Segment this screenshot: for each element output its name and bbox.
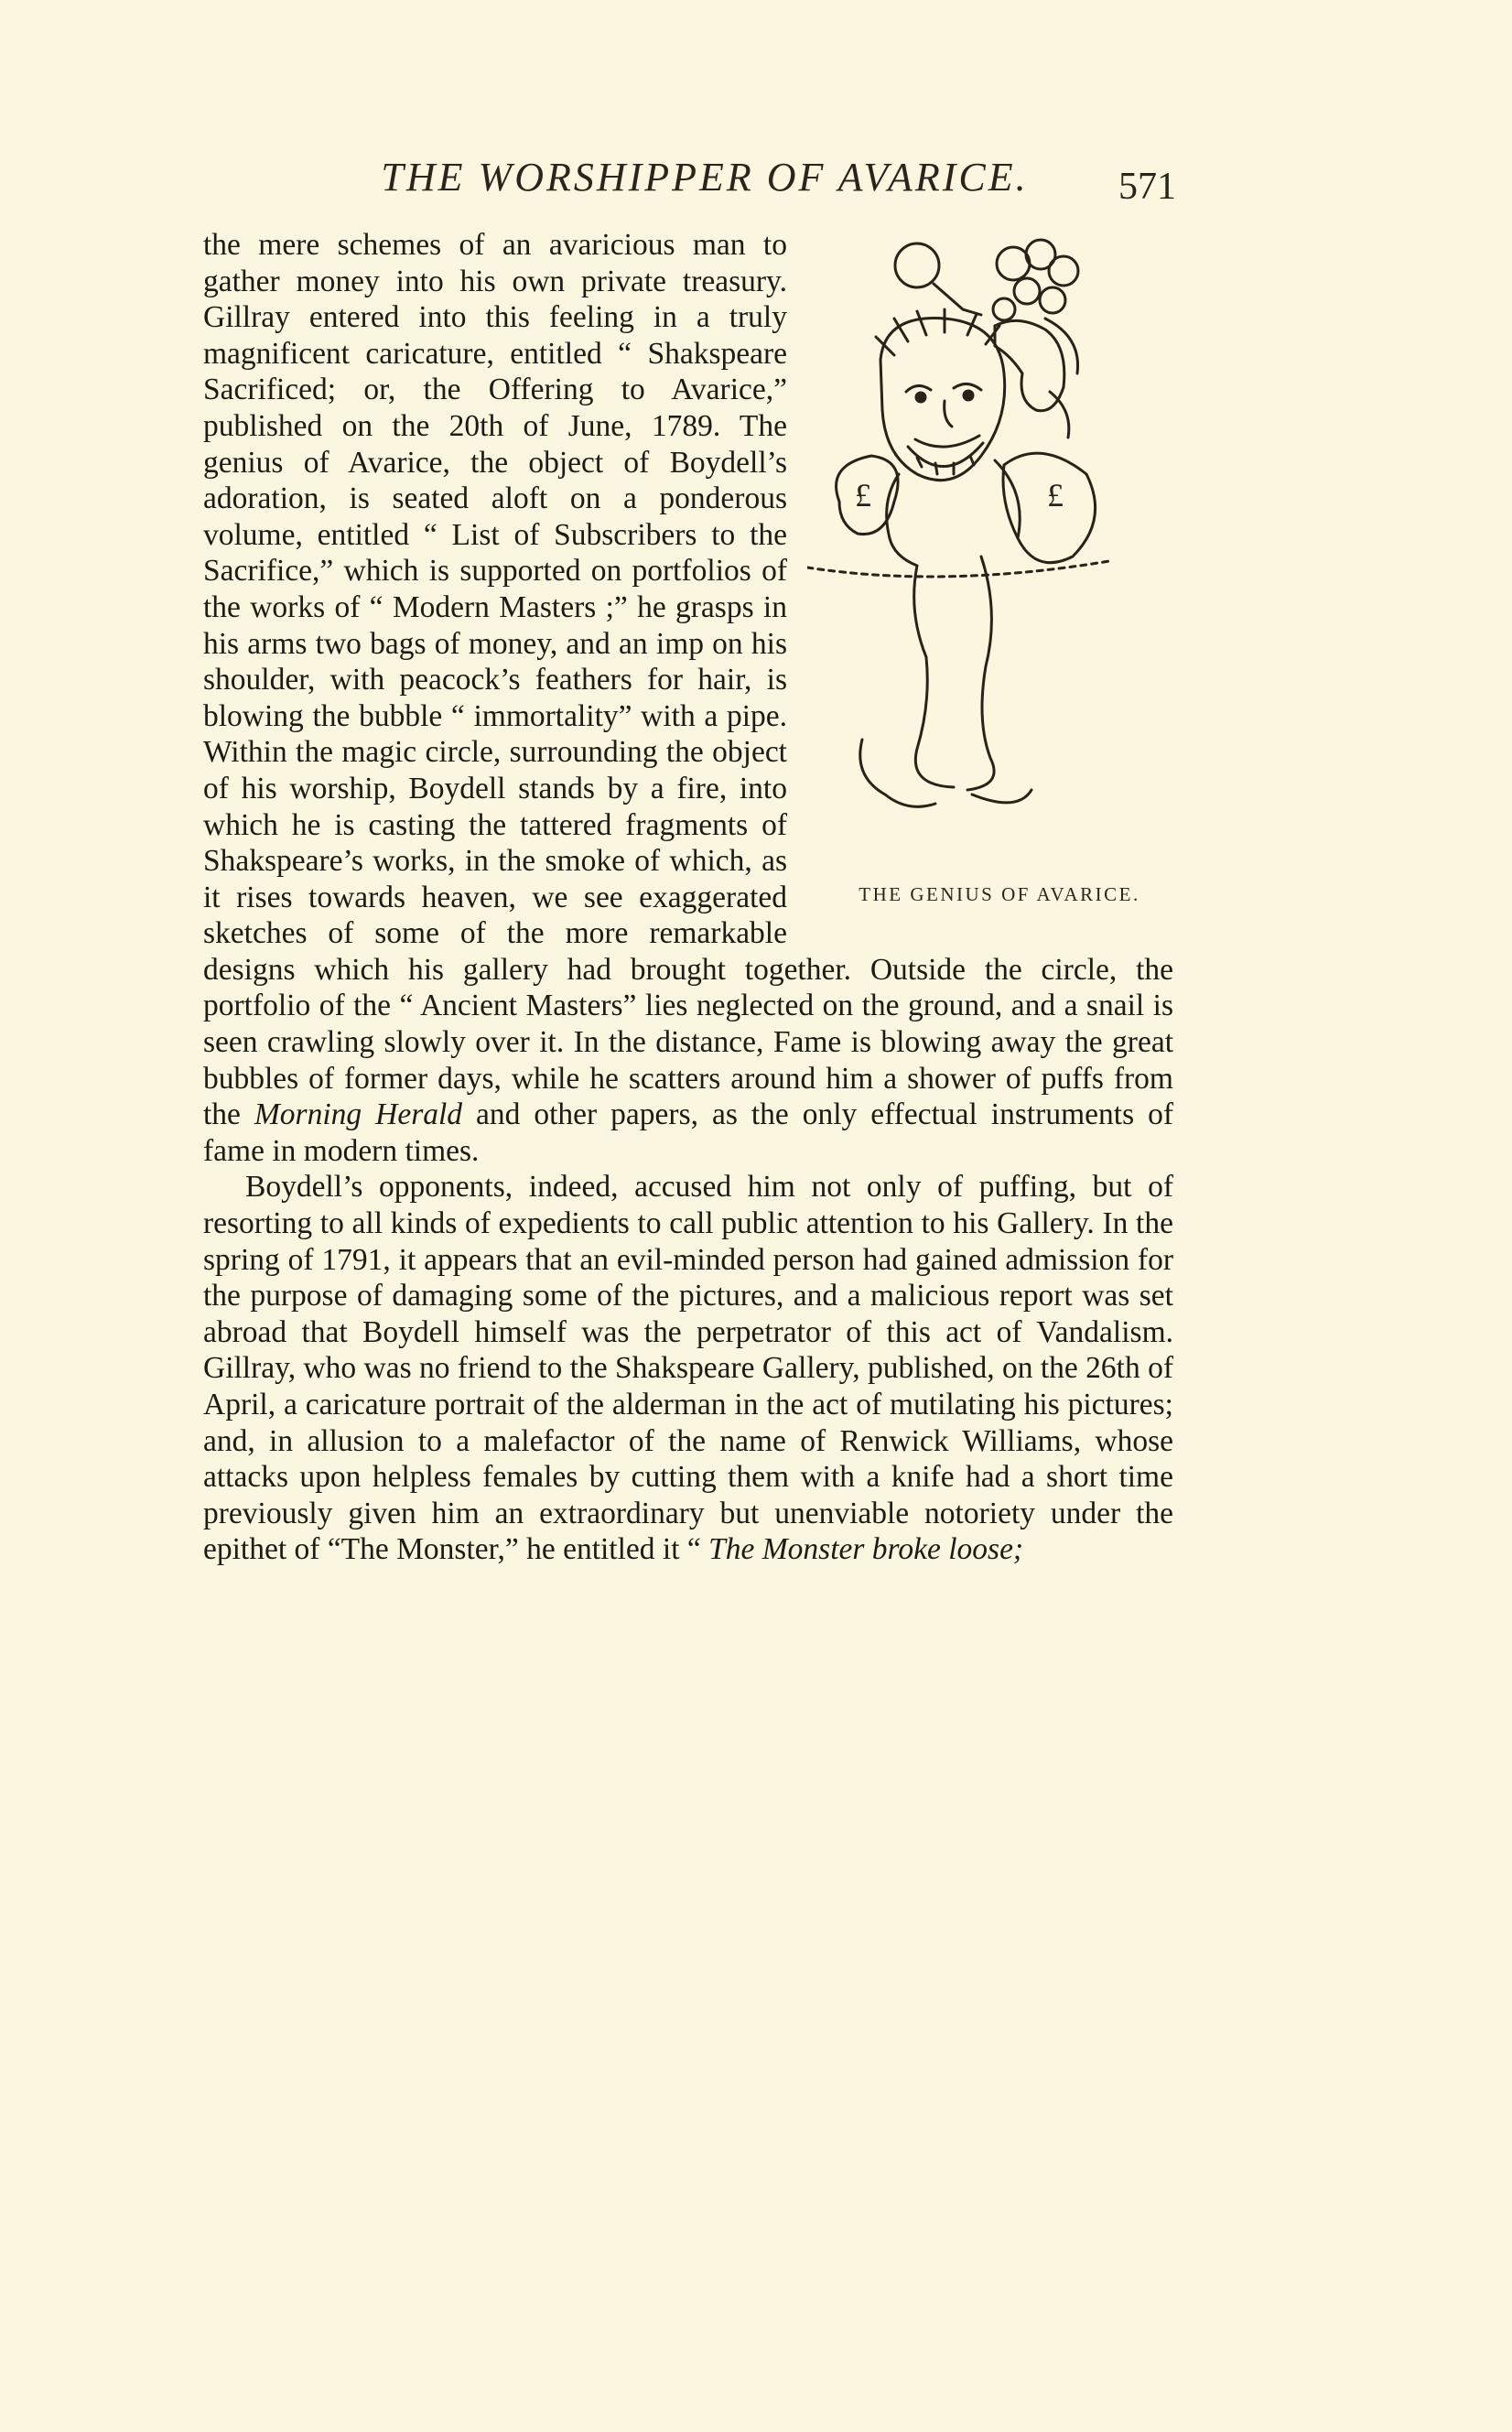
figure-caption: THE GENIUS OF AVARICE. [859,883,1140,905]
page-number: 571 [1118,166,1176,208]
svg-text:£: £ [1047,477,1064,513]
paragraph-1-text-end: and other papers, as the only effectual instruments of fame in modern times. [203,1097,1173,1168]
caricature-title: The Monster broke loose; [708,1532,1024,1567]
bubble-shape [895,243,939,287]
caricature-engraving [807,227,1173,868]
body-text [203,227,1173,1568]
imp-figure [993,240,1078,438]
newspaper-title: Morning Herald [254,1097,463,1132]
paragraph-1-text: the mere schemes of an avaricious man to gather money into his own private treasury. Gillray entered into this feeling in a truly magnificent caricature, entitled “ Shakspeare Sacrificed; or, the Offering to Avarice,” published on the 20th of June, 1789. The genius of Avarice, the object of Boydell’s adoration, is seated aloft on a ponderous volume, entitled “ List of Subscribers to the Sacrifice,” which is supported on portfolios of the works of “ Modern Masters ;” he grasps in his arms two bags of money, and an imp on his shoulder, with peacock’s feathers for hair, is blowing the bubble “ immortality” with a pipe. Within the magic circle, surrounding the object of his worship, Boydell stands by a fire, into which he is casting the tattered fragments of Shakspeare’s works, in the smoke of which, as it rises towards heaven, we see exaggerated sketches of some of the more remarkable designs which his gallery had brought together. Outside the circle, the portfolio of the “ Ancient Masters” lies neglected on the ground, and a snail is seen crawling slowly over it. In the distance, Fame is blowing away the great bubbles of former days, while he scatters around him a shower of puffs from the [203,228,1173,1132]
paragraph-2 [203,1169,1173,1568]
svg-text:£: £ [855,477,871,513]
running-title: THE WORSHIPPER OF AVARICE. [381,155,1029,200]
paragraph-2-text: Boydell’s opponents, indeed, accused him not only of puffing, but of resorting to all kinds of expedients to call public attention to his Gallery. In the spring of 1791, it appears that an evil-minded person had gained admission for the purpose of damaging some of the pictures, and a malicious report was set abroad that Boydell himself was the perpetrator of this act of Vandalism. Gillray, who was no friend to the Shakspeare Gallery, published, on the 26th of April, a caricature portrait of the alderman in the act of mutilating his pictures; and, in allusion to a malefactor of the name of Renwick Williams, whose attacks upon helpless females by cutting them with a knife had a short time previously given him an extraordinary but unenviable notoriety under the epithet of “The Monster,” he entitled it “ [203,1170,1173,1567]
genius-of-avarice-illustration [807,227,1173,915]
